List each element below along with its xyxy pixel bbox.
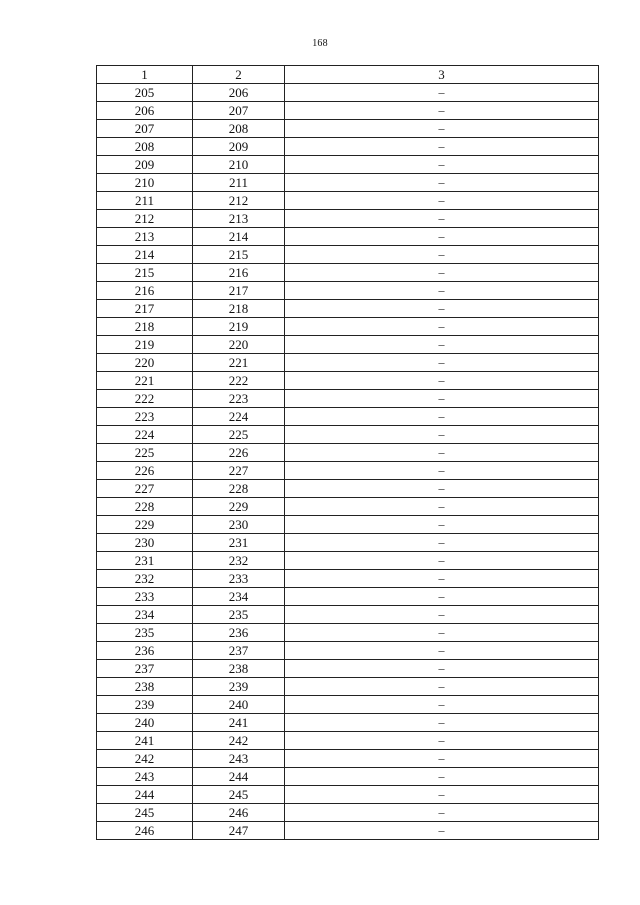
table-cell-col-3: –: [285, 444, 599, 462]
table-cell-col-1: 236: [97, 642, 193, 660]
table-cell-col-2: 212: [193, 192, 285, 210]
table-row: [97, 264, 599, 282]
table-cell-col-3: –: [285, 318, 599, 336]
table-cell-col-3: –: [285, 300, 599, 318]
table-row: [97, 768, 599, 786]
table-row: [97, 390, 599, 408]
table-row: [97, 120, 599, 138]
table-cell-col-3: –: [285, 786, 599, 804]
table-cell-col-2: 239: [193, 678, 285, 696]
table-row: [97, 156, 599, 174]
table-body: [97, 84, 599, 840]
table-cell-col-1: 243: [97, 768, 193, 786]
table-cell-col-3: –: [285, 714, 599, 732]
table-cell-col-3: –: [285, 102, 599, 120]
table-cell-col-2: 235: [193, 606, 285, 624]
table-cell-col-1: 231: [97, 552, 193, 570]
table-row: [97, 786, 599, 804]
table-cell-col-1: 239: [97, 696, 193, 714]
table-cell-col-1: 245: [97, 804, 193, 822]
table-cell-col-1: 240: [97, 714, 193, 732]
table-cell-col-2: 229: [193, 498, 285, 516]
table-cell-col-3: –: [285, 534, 599, 552]
table-cell-col-2: 243: [193, 750, 285, 768]
table-row: [97, 498, 599, 516]
table-cell-col-2: 238: [193, 660, 285, 678]
table-cell-col-2: 219: [193, 318, 285, 336]
table-cell-col-2: 208: [193, 120, 285, 138]
table-row: [97, 444, 599, 462]
table-cell-col-3: –: [285, 138, 599, 156]
table-cell-col-2: 233: [193, 570, 285, 588]
table-cell-col-3: –: [285, 84, 599, 102]
table-cell-col-2: 207: [193, 102, 285, 120]
table-cell-col-1: 205: [97, 84, 193, 102]
table-row: [97, 282, 599, 300]
table-cell-col-3: –: [285, 354, 599, 372]
table-cell-col-2: 244: [193, 768, 285, 786]
table-row: [97, 750, 599, 768]
table-cell-col-1: 229: [97, 516, 193, 534]
table-cell-col-3: –: [285, 768, 599, 786]
page-number: 168: [312, 38, 328, 49]
table-cell-col-3: –: [285, 498, 599, 516]
column-header-3: 3: [285, 66, 599, 84]
table-cell-col-1: 241: [97, 732, 193, 750]
table-cell-col-2: 217: [193, 282, 285, 300]
table-cell-col-2: 247: [193, 822, 285, 840]
table-cell-col-1: 223: [97, 408, 193, 426]
table-cell-col-1: 208: [97, 138, 193, 156]
table-cell-col-1: 216: [97, 282, 193, 300]
table-cell-col-1: 207: [97, 120, 193, 138]
table-cell-col-2: 206: [193, 84, 285, 102]
table-cell-col-3: –: [285, 624, 599, 642]
table-cell-col-2: 210: [193, 156, 285, 174]
table-cell-col-3: –: [285, 426, 599, 444]
table-cell-col-1: 232: [97, 570, 193, 588]
table-cell-col-2: 218: [193, 300, 285, 318]
table-row: [97, 660, 599, 678]
table-cell-col-3: –: [285, 516, 599, 534]
table-cell-col-1: 217: [97, 300, 193, 318]
table-cell-col-1: 214: [97, 246, 193, 264]
table-row: [97, 588, 599, 606]
table-cell-col-1: 209: [97, 156, 193, 174]
table-cell-col-2: 215: [193, 246, 285, 264]
table-row: [97, 426, 599, 444]
table-row: [97, 822, 599, 840]
table-cell-col-1: 220: [97, 354, 193, 372]
table-cell-col-1: 226: [97, 462, 193, 480]
table-cell-col-1: 242: [97, 750, 193, 768]
table-row: [97, 318, 599, 336]
table-cell-col-2: 236: [193, 624, 285, 642]
table-cell-col-1: 237: [97, 660, 193, 678]
table-row: [97, 624, 599, 642]
table-cell-col-1: 206: [97, 102, 193, 120]
table-cell-col-3: –: [285, 192, 599, 210]
table-row: [97, 642, 599, 660]
table-header: [97, 66, 599, 84]
table-row: [97, 804, 599, 822]
table-cell-col-2: 224: [193, 408, 285, 426]
table-cell-col-1: 215: [97, 264, 193, 282]
table-row: [97, 372, 599, 390]
column-header-2: 2: [193, 66, 285, 84]
table-cell-col-3: –: [285, 156, 599, 174]
table-cell-col-1: 210: [97, 174, 193, 192]
table-cell-col-3: –: [285, 390, 599, 408]
table-cell-col-2: 231: [193, 534, 285, 552]
table-cell-col-2: 234: [193, 588, 285, 606]
table-cell-col-2: 237: [193, 642, 285, 660]
table-cell-col-1: 233: [97, 588, 193, 606]
table-cell-col-3: –: [285, 174, 599, 192]
table-cell-col-1: 235: [97, 624, 193, 642]
table-row: [97, 570, 599, 588]
table-cell-col-3: –: [285, 372, 599, 390]
table-cell-col-3: –: [285, 264, 599, 282]
table-cell-col-3: –: [285, 282, 599, 300]
table-cell-col-2: 209: [193, 138, 285, 156]
table-cell-col-3: –: [285, 228, 599, 246]
table-cell-col-2: 240: [193, 696, 285, 714]
table-cell-col-1: 227: [97, 480, 193, 498]
table-cell-col-3: –: [285, 480, 599, 498]
table-cell-col-1: 246: [97, 822, 193, 840]
table-row: [97, 210, 599, 228]
table-row: [97, 606, 599, 624]
table-cell-col-1: 225: [97, 444, 193, 462]
table-cell-col-2: 230: [193, 516, 285, 534]
table-cell-col-1: 213: [97, 228, 193, 246]
table-cell-col-3: –: [285, 750, 599, 768]
table-cell-col-1: 238: [97, 678, 193, 696]
table-cell-col-1: 221: [97, 372, 193, 390]
table-row: [97, 354, 599, 372]
table-cell-col-3: –: [285, 462, 599, 480]
table-cell-col-2: 221: [193, 354, 285, 372]
table-row: [97, 480, 599, 498]
table-cell-col-1: 218: [97, 318, 193, 336]
table-cell-col-1: 212: [97, 210, 193, 228]
table-cell-col-1: 224: [97, 426, 193, 444]
table-cell-col-2: 232: [193, 552, 285, 570]
table-cell-col-3: –: [285, 210, 599, 228]
table-cell-col-2: 227: [193, 462, 285, 480]
table-cell-col-2: 223: [193, 390, 285, 408]
table-row: [97, 516, 599, 534]
table-cell-col-3: –: [285, 552, 599, 570]
table-row: [97, 192, 599, 210]
table-cell-col-1: 211: [97, 192, 193, 210]
table-row: [97, 678, 599, 696]
table-row: [97, 534, 599, 552]
table-cell-col-2: 245: [193, 786, 285, 804]
table-cell-col-3: –: [285, 660, 599, 678]
table-cell-col-2: 241: [193, 714, 285, 732]
data-table: [96, 65, 599, 840]
header-row: [97, 66, 599, 84]
table-row: [97, 462, 599, 480]
table-cell-col-2: 216: [193, 264, 285, 282]
table-cell-col-2: 213: [193, 210, 285, 228]
table-cell-col-1: 234: [97, 606, 193, 624]
table-cell-col-3: –: [285, 732, 599, 750]
table-row: [97, 696, 599, 714]
table-cell-col-2: 220: [193, 336, 285, 354]
table-cell-col-3: –: [285, 120, 599, 138]
table-cell-col-1: 219: [97, 336, 193, 354]
table-row: [97, 552, 599, 570]
table-cell-col-1: 222: [97, 390, 193, 408]
table-row: [97, 714, 599, 732]
table-row: [97, 246, 599, 264]
table-row: [97, 408, 599, 426]
table-cell-col-2: 222: [193, 372, 285, 390]
table-cell-col-3: –: [285, 696, 599, 714]
table-cell-col-1: 228: [97, 498, 193, 516]
table-cell-col-3: –: [285, 246, 599, 264]
table-cell-col-2: 226: [193, 444, 285, 462]
table-row: [97, 102, 599, 120]
table-row: [97, 138, 599, 156]
table-row: [97, 84, 599, 102]
table-cell-col-2: 211: [193, 174, 285, 192]
table-cell-col-2: 214: [193, 228, 285, 246]
table-cell-col-3: –: [285, 804, 599, 822]
table-cell-col-3: –: [285, 678, 599, 696]
table-row: [97, 300, 599, 318]
table-cell-col-3: –: [285, 408, 599, 426]
table-cell-col-2: 242: [193, 732, 285, 750]
table-cell-col-3: –: [285, 606, 599, 624]
table-row: [97, 174, 599, 192]
column-header-1: 1: [97, 66, 193, 84]
table-cell-col-3: –: [285, 570, 599, 588]
table-cell-col-3: –: [285, 822, 599, 840]
table-row: [97, 732, 599, 750]
table-cell-col-3: –: [285, 336, 599, 354]
table-cell-col-2: 246: [193, 804, 285, 822]
table-row: [97, 336, 599, 354]
table-row: [97, 228, 599, 246]
table-cell-col-3: –: [285, 642, 599, 660]
table-cell-col-2: 228: [193, 480, 285, 498]
table-cell-col-1: 230: [97, 534, 193, 552]
table-cell-col-3: –: [285, 588, 599, 606]
table-cell-col-2: 225: [193, 426, 285, 444]
table-cell-col-1: 244: [97, 786, 193, 804]
